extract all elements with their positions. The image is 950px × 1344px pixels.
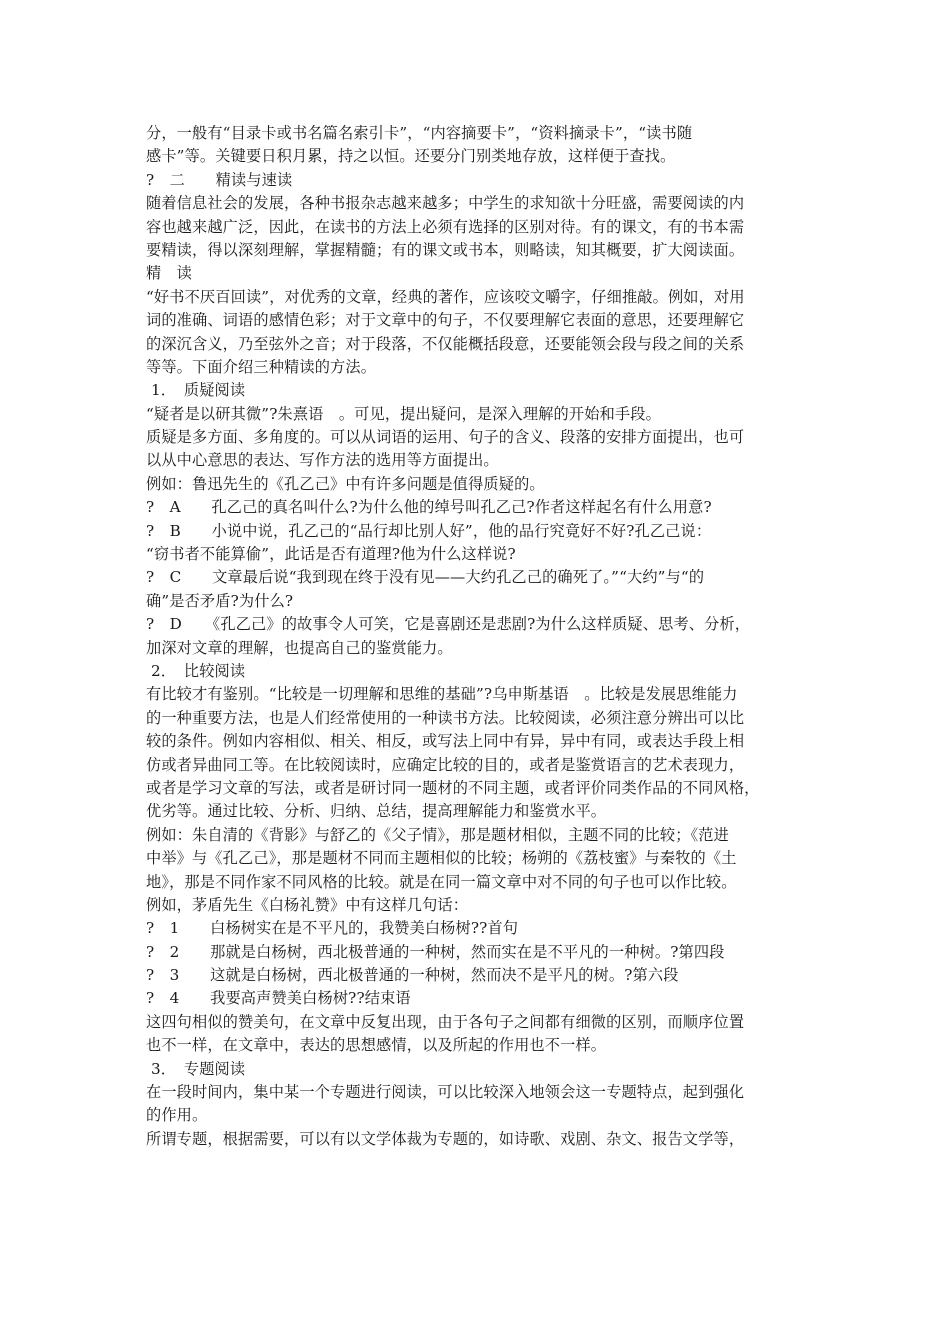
text-line: 优劣等。通过比较、分析、归纳、总结，提高理解能力和鉴赏水平。 [146,802,607,821]
text-line: “窃书者不能算偷”，此话是否有道理?他为什么这样说? [146,545,516,564]
text-line: 的深沉含义，乃至弦外之音；对于段落，不仅能概括段意，还要能领会段与段之间的关系 [146,334,745,353]
text-line: 例如：鲁迅先生的《孔乙己》中有许多问题是值得质疑的。 [146,474,545,493]
text-line: 仿或者异曲同工等。在比较阅读时，应确定比较的目的，或者是鉴赏语言的艺术表现力， [146,755,745,774]
text-line: 容也越来越广泛，因此，在读书的方法上必须有选择的区别对待。有的课文，有的书本需 [146,217,745,236]
text-line: ? 3 这就是白杨树，西北极普通的一种树，然而决不是平凡的树。?第六段 [146,966,679,985]
text-line: “好书不厌百回读”，对优秀的文章，经典的著作，应该咬文嚼字，仔细推敲。例如，对用 [146,287,745,306]
text-line: ? 1 白杨树实在是不平凡的，我赞美白杨树??首句 [146,919,519,938]
text-line: 例如：朱自清的《背影》与舒乙的《父子情》，那是题材相似，主题不同的比较；《范进 [146,825,729,844]
text-line: 精 读 [146,264,193,283]
text-line: ? D 《孔乙己》的故事令人可笑，它是喜剧还是悲剧?为什么这样质疑、思考、分析， [146,615,751,634]
text-line: 例如，茅盾先生《白杨礼赞》中有这样几句话： [146,895,469,914]
text-line: ? B 小说中说，孔乙己的“品行却比别人好”，他的品行究竟好不好?孔乙己说： [146,521,712,540]
text-line: ? C 文章最后说“我到现在终于没有见——大约孔乙己的确死了。”“大约”与“的 [146,568,705,587]
text-line: 这四句相似的赞美句，在文章中反复出现，由于各句子之间都有细微的区别，而顺序位置 [146,1012,745,1031]
text-line: 确”是否矛盾?为什么? [146,591,294,610]
text-line: ? A 孔乙己的真名叫什么?为什么他的绰号叫孔乙己?作者这样起名有什么用意? [146,498,712,517]
text-line: “疑者是以研其微”?朱熹语 。可见，提出疑问，是深入理解的开始和手段。 [146,404,661,423]
document-body [146,122,816,1151]
text-line: 较的条件。例如内容相似、相关、相反，或写法上同中有异，异中有同，或表达手段上相 [146,732,745,751]
text-line: 2． 比较阅读 [146,661,246,680]
text-line: 3． 专题阅读 [146,1059,246,1078]
text-line: 质疑是多方面、多角度的。可以从词语的运用、句子的含义、段落的安排方面提出，也可 [146,428,745,447]
text-line: 的作用。 [146,1106,208,1125]
text-line: 随着信息社会的发展，各种书报杂志越来越多；中学生的求知欲十分旺盛，需要阅读的内 [146,194,745,213]
text-line: ? 二 精读与速读 [146,170,293,189]
text-line: 或者是学习文章的写法，或者是研讨同一题材的不同主题，或者评价同类作品的不同风格， [146,778,760,797]
text-line: 以从中心意思的表达、写作方法的选用等方面提出。 [146,451,499,470]
text-line: 词的准确、词语的感情色彩；对于文章中的句子，不仅要理解它表面的意思，还要理解它 [146,311,745,330]
text-line: ? 4 我要高声赞美白杨树??结束语 [146,989,411,1008]
text-line: 感卡”等。关键要日积月累，持之以恒。还要分门别类地存放，这样便于查找。 [146,147,676,166]
text-line: 加深对文章的理解，也提高自己的鉴赏能力。 [146,638,453,657]
text-line: 在一段时间内，集中某一个专题进行阅读，可以比较深入地领会这一专题特点，起到强化 [146,1083,745,1102]
text-line: 地》，那是不同作家不同风格的比较。就是在同一篇文章中对不同的句子也可以作比较。 [146,872,737,891]
text-line: 等等。下面介绍三种精读的方法。 [146,357,377,376]
text-line: 中举》与《孔乙己》，那是题材不同而主题相似的比较；杨朔的《荔枝蜜》与秦牧的《土 [146,849,737,868]
text-line: 1． 质疑阅读 [146,381,246,400]
text-line: ? 2 那就是白杨树，西北极普通的一种树，然而实在是不平凡的一种树。?第四段 [146,942,725,961]
text-line: 分，一般有“目录卡或书名篇名索引卡”，“内容摘要卡”，“资料摘录卡”，“读书随 [146,124,693,142]
text-line: 也不一样，在文章中，表达的思想感情，以及所起的作用也不一样。 [146,1036,607,1055]
text-line: 要精读，得以深刻理解，掌握精髓；有的课文或书本，则略读，知其概要，扩大阅读面。 [146,240,745,259]
text-line: 所谓专题，根据需要，可以有以文学体裁为专题的，如诗歌、戏剧、杂文、报告文学等， [146,1129,745,1148]
text-line: 的一种重要方法，也是人们经常使用的一种读书方法。比较阅读，必须注意分辨出可以比 [146,708,745,727]
text-line: 有比较才有鉴别。“比较是一切理解和思维的基础”?乌申斯基语 。比较是发展思维能力 [146,685,738,704]
